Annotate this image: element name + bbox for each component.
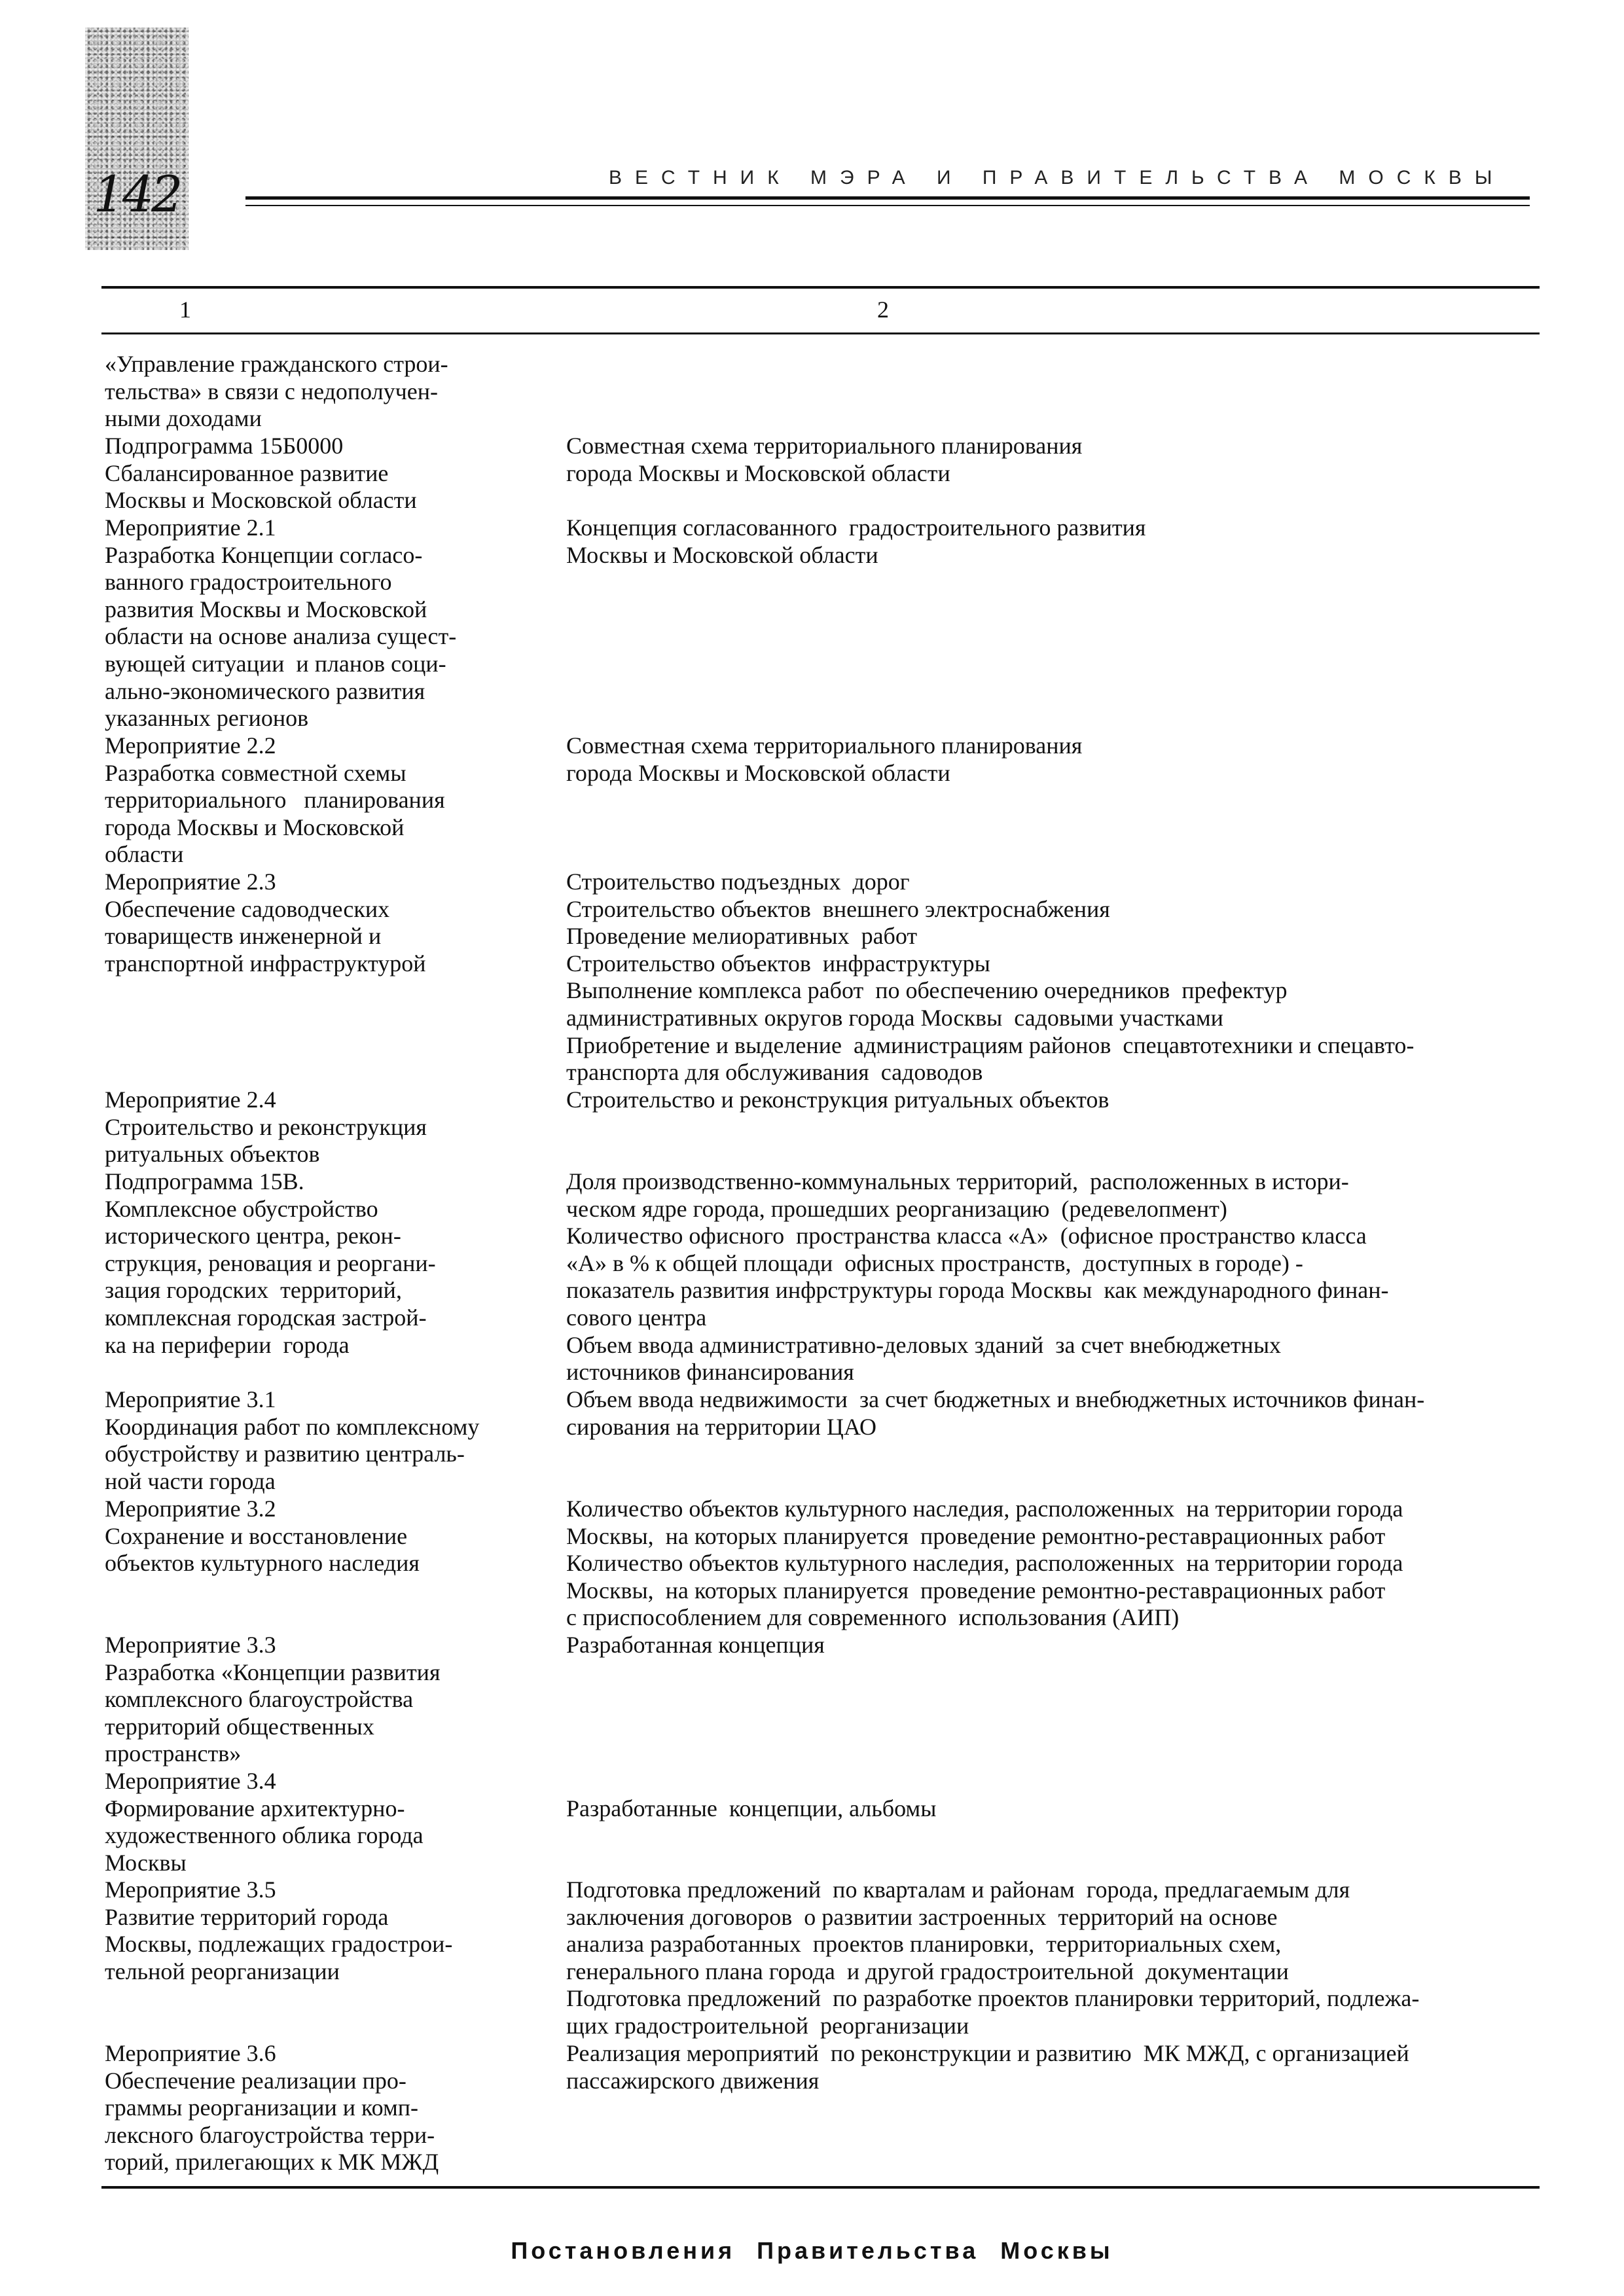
table-top-rule [101, 286, 1540, 289]
table-bottom-rule [101, 2186, 1540, 2189]
cell-indicator: Доля производственно-коммунальных территорий, расположенных в истори- ческом ядре города, прошедших реорганизацию (редевелопмент) Количество офисного пространства класса «А» (офисное пространство класса «А» в % к общей площади офисных пространств, доступных в городе) - показатель развития инфрструктуры города Москвы как международного финан- сового центра Объем ввода административно-деловых зданий за счет внебюджетных источников финансирования [566, 1168, 1389, 1386]
cell-program: Мероприятие 3.2 Сохранение и восстановление объектов культурного наследия [105, 1496, 420, 1577]
cell-indicator: Совместная схема территориального планирования города Москвы и Московской области [566, 732, 1083, 786]
cell-indicator: Количество объектов культурного наследия, расположенных на территории города Москвы, на которых планируется проведение ремонтно-реставрационных работ Количество объектов культурного наследия, расположенных на территории города Москвы, на которых планируется проведение ремонтно-реставрационных работ с приспособлением для современного использования (АИП) [566, 1496, 1403, 1631]
cell-program: Мероприятие 2.3 Обеспечение садоводческих товариществ инженерной и транспортной инфраструктурой [105, 869, 426, 977]
page-number-badge [85, 27, 189, 250]
cell-program: Мероприятие 3.6 Обеспечение реализации про- граммы реорганизации и комп- лексного благоустройства терри- торий, прилегающих к МК МЖД [105, 2040, 439, 2176]
cell-program: Мероприятие 3.4 Формирование архитектурно- художественного облика города Москвы [105, 1768, 424, 1876]
footer-section-title: Постановления Правительства Москвы [511, 2237, 1113, 2264]
cell-indicator: Реализация мероприятий по реконструкции и развитию МК МЖД, с организацией пассажирского движения [566, 2040, 1409, 2094]
cell-program: Мероприятие 2.2 Разработка совместной схемы территориального планирования города Москвы и Московской области [105, 732, 445, 868]
cell-program: Мероприятие 3.3 Разработка «Концепции развития комплексного благоустройства территорий общественных пространств» [105, 1632, 441, 1767]
cell-indicator: Совместная схема территориального планирования города Москвы и Московской области [566, 433, 1083, 486]
cell-indicator: Объем ввода недвижимости за счет бюджетных и внебюджетных источников финан- сирования на территории ЦАО [566, 1386, 1425, 1440]
cell-program: «Управление гражданского строи- тельства» в связи с недополучен- ными доходами [105, 351, 448, 432]
cell-program: Мероприятие 2.4 Строительство и реконструкция ритуальных объектов [105, 1086, 427, 1168]
cell-indicator: Разработанные концепции, альбомы [566, 1795, 937, 1821]
cell-program: Мероприятие 2.1 Разработка Концепции согласо- ванного градостроительного развития Москвы и Московской области на основе анализа сущест- вующей ситуации и планов соци- ально-экономического развития указанных регионов [105, 514, 457, 732]
table-header-rule [101, 332, 1540, 334]
cell-program: Мероприятие 3.5 Развитие территорий города Москвы, подлежащих градострои- тельной реорганизации [105, 1876, 453, 1984]
cell-indicator: Подготовка предложений по кварталам и районам города, предлагаемым для заключения договоров о развитии застроенных территорий на основе анализа разработанных проектов планировки, территориальных схем, генерального плана города и другой градостроительной документации Подготовка предложений по разработке проектов планировки территорий, подлежа- щих градостроительной реорганизации [566, 1876, 1420, 2039]
cell-indicator: Строительство подъездных дорог Строительство объектов внешнего электроснабжения Проведение мелиоративных работ Строительство объектов инфраструктуры Выполнение комплекса работ по обеспечению очередников префектур административных округов города Москвы садовыми участками Приобретение и выделение администрациям районов спецавтотехники и спецавто- транспорта для обслуживания садоводов [566, 869, 1415, 1086]
page-number: 142 [93, 165, 181, 223]
cell-program: Подпрограмма 15Б0000 Сбалансированное развитие Москвы и Московской области [105, 433, 417, 514]
cell-indicator: Концепция согласованного градостроительного развития Москвы и Московской области [566, 514, 1146, 568]
journal-title: ВЕСТНИК МЭРА И ПРАВИТЕЛЬСТВА МОСКВЫ [609, 167, 1506, 188]
cell-program: Подпрограмма 15В. Комплексное обустройство исторического центра, рекон- струкция, реновация и реоргани- зация городских территорий, комплексная городская застрой- ка на периферии города [105, 1168, 436, 1358]
header-rule-thin [245, 205, 1530, 206]
column-header-2: 2 [877, 296, 889, 323]
cell-indicator: Строительство и реконструкция ритуальных объектов [566, 1086, 1110, 1113]
header-rule [245, 196, 1530, 200]
cell-program: Мероприятие 3.1 Координация работ по комплексному обустройству и развитию централь- ной части города [105, 1386, 480, 1494]
cell-indicator: Разработанная концепция [566, 1632, 825, 1658]
column-header-1: 1 [179, 296, 191, 323]
